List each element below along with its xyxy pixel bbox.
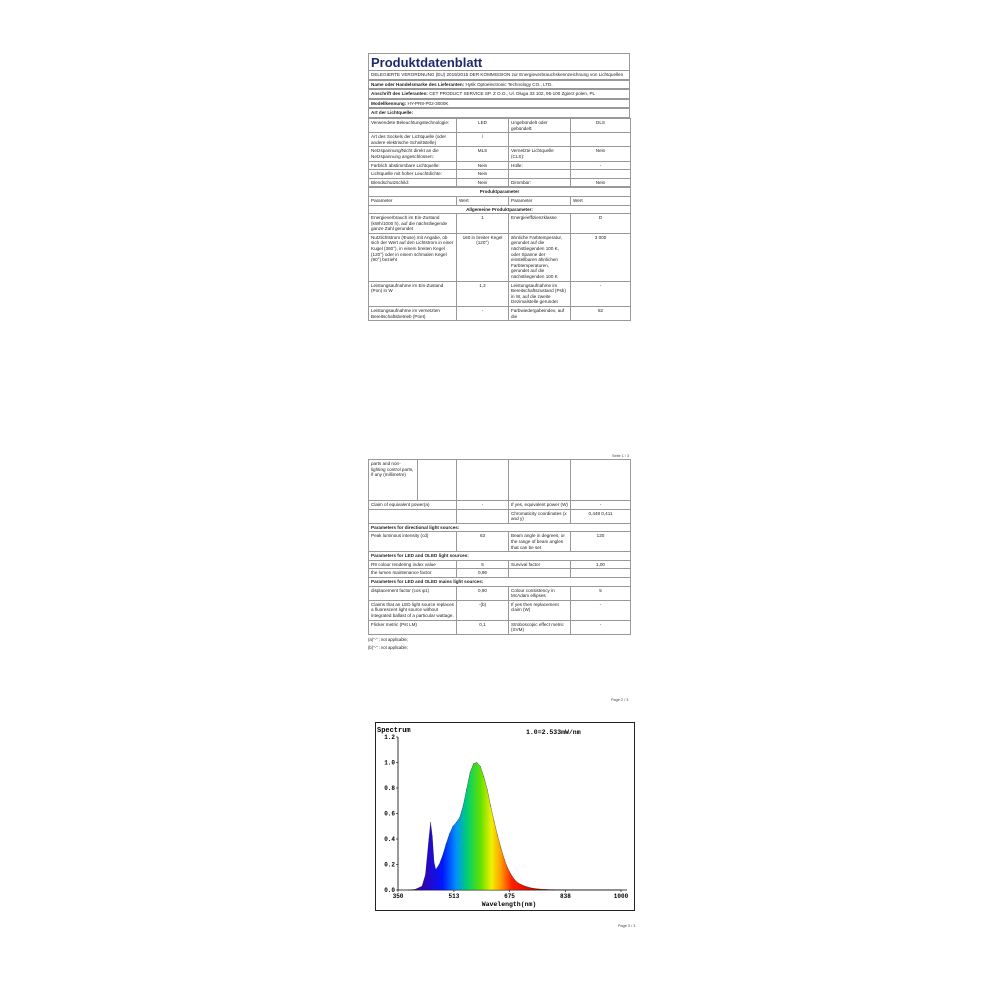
datasheet-page-2 bbox=[368, 459, 630, 651]
type-cell bbox=[571, 133, 631, 147]
spectrum-point bbox=[473, 763, 474, 764]
mains-header: Parameters for LED and OLED mains light sources: bbox=[369, 577, 631, 586]
led-cell: Survival factor bbox=[509, 560, 571, 569]
chart-title: Spectrum bbox=[377, 727, 411, 735]
type-cell: Lichtquelle mit hoher Leuchtdichte: bbox=[369, 170, 457, 179]
general-cell: Energieverbrauch im Ein-Zustand (kWh/1000 h), auf die nächstliegende ganze Zahl gerundet bbox=[369, 214, 457, 234]
col-value-2: Wert bbox=[571, 196, 631, 205]
mains-cell: -(b) bbox=[457, 600, 509, 620]
mains-cell: 5 bbox=[571, 586, 631, 600]
directional-cell: 120 bbox=[571, 532, 631, 552]
type-cell: Nein bbox=[457, 161, 509, 170]
spectrum-point bbox=[518, 883, 519, 884]
supplier-label: Name oder Handelsmarke des Lieferanten: bbox=[371, 81, 465, 87]
mains-cell: Stroboscopic effect metric (SVM) bbox=[509, 620, 571, 634]
general-cell: Leistungsaufnahme im vernetzten Bereitschaftsbetrieb (Pnet) bbox=[369, 307, 457, 321]
spectrum-point bbox=[511, 874, 512, 875]
general-cell: - bbox=[457, 307, 509, 321]
spectrum-point bbox=[446, 844, 447, 845]
spectrum-point bbox=[480, 766, 481, 767]
directional-header: Parameters for directional light sources: bbox=[369, 523, 631, 532]
spectrum-point bbox=[487, 789, 488, 790]
general-cell: D bbox=[571, 214, 631, 234]
spectrum-point bbox=[531, 888, 532, 889]
mains-cell: 0,90 bbox=[457, 586, 509, 600]
spectrum-point bbox=[434, 862, 435, 863]
directional-cell: 63 bbox=[457, 532, 509, 552]
col-param-2: Parameter bbox=[509, 196, 571, 205]
led-cell: 0,96 bbox=[457, 569, 509, 578]
model-label: Modellkennung: bbox=[371, 100, 407, 106]
supplier-row bbox=[368, 80, 630, 90]
model-row bbox=[368, 99, 630, 109]
general-cell: 1,2 bbox=[457, 281, 509, 306]
type-cell: Netzspannung/Nicht direkt an die Netzspannung angeschlossen: bbox=[369, 147, 457, 161]
general-cell: Nutzlichtstrom (Φuse) mit Angabe, ob sich der Wert auf den Lichtstrom in einer Kugel (360°), in einem breiten Kegel (120°) oder in einem schmalen Kegel (90°) bezieht bbox=[369, 233, 457, 281]
type-row bbox=[369, 133, 631, 147]
spectrum-point bbox=[504, 859, 505, 860]
footnote-b: (b)"-" : not applicable; bbox=[368, 644, 408, 650]
type-cell: Farblich abstimmbare Lichtquelle: bbox=[369, 161, 457, 170]
type-cell: Ungebündelt oder gebündelt: bbox=[509, 118, 571, 132]
address-value: CET PRODUCT SERVICE SP. Z O.O., Ul. Długa 33 102, 95-100 Zgierz polen, PL bbox=[429, 91, 596, 97]
y-tick-label: 1.0 bbox=[384, 759, 395, 767]
directional-cell: Beam angle in degrees, or the range of beam angles that can be set bbox=[509, 532, 571, 552]
mains-cell: Claims that an LED light source replaces a fluorescent light source without integrated ballast of a particular wattage. bbox=[369, 600, 457, 620]
y-tick-label: 0.0 bbox=[384, 887, 395, 895]
led-cell: 5 bbox=[457, 560, 509, 569]
product-datasheet bbox=[368, 53, 630, 321]
type-row bbox=[369, 147, 631, 161]
mains-row bbox=[369, 620, 631, 634]
cont-cell: - bbox=[457, 501, 509, 510]
address-label: Anschrift des Lieferanten: bbox=[371, 91, 428, 97]
type-cell: Nein bbox=[457, 170, 509, 179]
spectrum-point bbox=[439, 864, 440, 865]
type-row bbox=[369, 170, 631, 179]
cont-row bbox=[369, 501, 631, 510]
spectrum-point bbox=[430, 822, 431, 823]
general-cell: 160 in breiter Kegel (120°) bbox=[457, 233, 509, 281]
x-tick-label: 675 bbox=[504, 893, 515, 900]
type-cell bbox=[509, 170, 571, 179]
cont-cell: Chromaticity coordinates (x and y) bbox=[509, 509, 571, 523]
mains-cell: 0,1 bbox=[457, 620, 509, 634]
x-axis-label: Wavelength(nm) bbox=[481, 901, 537, 908]
mains-cell: - bbox=[571, 600, 631, 620]
type-row bbox=[369, 118, 631, 132]
type-cell: Nein bbox=[571, 147, 631, 161]
general-row bbox=[369, 214, 631, 234]
directional-row bbox=[369, 532, 631, 552]
params-table bbox=[368, 187, 631, 321]
mains-cell: If yes then replacement claim (W) bbox=[509, 600, 571, 620]
type-cell: Hülle: bbox=[509, 161, 571, 170]
general-cell: 1 bbox=[457, 214, 509, 234]
spectrum-point bbox=[483, 776, 484, 777]
type-cell: Nein bbox=[457, 178, 509, 187]
general-cell: 3 000 bbox=[571, 233, 631, 281]
cont-cell: If yes, equivalent power (W) bbox=[509, 501, 571, 510]
led-cell bbox=[509, 569, 571, 578]
mains-row bbox=[369, 600, 631, 620]
type-cell: / bbox=[457, 133, 509, 147]
spectrum-point bbox=[459, 817, 460, 818]
cont-cell: 0,448 0,411 bbox=[571, 509, 631, 523]
cont-cell bbox=[369, 509, 457, 523]
spectrum-point bbox=[470, 772, 471, 773]
y-tick-label: 0.4 bbox=[384, 836, 395, 844]
type-cell: Vernetzte Lichtquelle (CLS): bbox=[509, 147, 571, 161]
spectrum-point bbox=[435, 869, 436, 870]
spectrum-point bbox=[538, 889, 539, 890]
type-cell: DLS bbox=[571, 118, 631, 132]
spectrum-point bbox=[425, 874, 426, 875]
spectrum-point bbox=[466, 789, 467, 790]
page-number-3: Page 3 / 3 bbox=[618, 924, 636, 928]
general-row bbox=[369, 233, 631, 281]
params-header: Produktparameter bbox=[369, 188, 631, 197]
general-cell: Leistungsaufnahme im Bereitschaftszustand (Psb) in W, auf die zweite Dezimalstelle gerundet bbox=[509, 281, 571, 306]
supplier-value: Hytik Optoelectronic Technology CO., LTD. bbox=[465, 81, 553, 87]
cont-cell: - bbox=[571, 501, 631, 510]
spectrum-point bbox=[415, 889, 416, 890]
x-tick-label: 350 bbox=[392, 893, 404, 900]
led-cell: 1,00 bbox=[571, 560, 631, 569]
cont-cell: Claim of equivalent power(a) bbox=[369, 501, 457, 510]
spectrum-point bbox=[552, 889, 553, 890]
spectrum-point bbox=[422, 886, 423, 887]
type-cell: Nein bbox=[571, 178, 631, 187]
col-param: Parameter bbox=[369, 196, 457, 205]
general-cell: ähnliche Farbtemperatur, gerundet auf die nächstliegenden 100 K, oder Spanne der einstellbaren ähnlichen Farbtemperaturen, gerundet auf die nächstliegenden 100 K bbox=[509, 233, 571, 281]
type-row bbox=[369, 161, 631, 170]
spectrum-chart bbox=[375, 722, 635, 911]
spectrum-point bbox=[456, 822, 457, 823]
model-value: HY-PR8-P02-3000K bbox=[407, 100, 449, 106]
general-row bbox=[369, 281, 631, 306]
regulation-text: DELEGIERTE VERORDNUNG (EU) 2019/2015 DER KOMMISSION zur Energieverbrauchskennzeichnung von Lichtquellen bbox=[368, 70, 630, 80]
x-tick-label: 513 bbox=[448, 893, 460, 900]
general-row bbox=[369, 307, 631, 321]
spectrum-point bbox=[501, 848, 502, 849]
led-header: Parameters for LED and OLED light sources: bbox=[369, 552, 631, 561]
mains-cell: - bbox=[571, 620, 631, 634]
x-tick-label: 838 bbox=[560, 893, 571, 900]
spectrum-svg bbox=[376, 723, 634, 910]
y-tick-label: 0.8 bbox=[384, 785, 395, 793]
type-row bbox=[369, 178, 631, 187]
chart-annotation: 1.0=2.533mW/nm bbox=[526, 729, 581, 736]
general-cell: Leistungsaufnahme im Ein-Zustand (Pon) in W bbox=[369, 281, 457, 306]
continuation-table bbox=[368, 459, 631, 635]
footnote-a: (a)"-" : not applicable; bbox=[368, 636, 408, 642]
mains-row bbox=[369, 586, 631, 600]
page-number-1: Seite 1 / 3 bbox=[612, 454, 630, 458]
spectrum-point bbox=[408, 890, 409, 891]
spectrum-point bbox=[621, 889, 622, 890]
type-cell bbox=[571, 170, 631, 179]
directional-cell: Peak luminous intensity (cd) bbox=[369, 532, 457, 552]
general-cell: - bbox=[571, 281, 631, 306]
mains-cell: Colour consistency in McAdam ellipses bbox=[509, 586, 571, 600]
y-tick-label: 0.2 bbox=[384, 861, 395, 869]
spectrum-point bbox=[453, 826, 454, 827]
type-cell: Dimmbar: bbox=[509, 178, 571, 187]
spectrum-point bbox=[477, 762, 478, 763]
type-cell: Art des Sockels der Lichtquelle (oder andere elektrische Schnittstelle) bbox=[369, 133, 457, 147]
y-tick-label: 0.6 bbox=[384, 810, 395, 818]
page-title: Produktdatenblatt bbox=[368, 53, 630, 70]
general-cell: 82 bbox=[571, 307, 631, 321]
led-cell: R9 colour rendering index value bbox=[369, 560, 457, 569]
spectrum-point bbox=[429, 839, 430, 840]
type-cell: MLS bbox=[457, 147, 509, 161]
page-number-2: Page 2 / 3 bbox=[611, 698, 629, 702]
spectrum-area bbox=[408, 763, 621, 891]
type-cell: Blendschutzschild: bbox=[369, 178, 457, 187]
type-header: Art der Lichtquelle: bbox=[368, 108, 630, 118]
spectrum-point bbox=[569, 889, 570, 890]
spectrum-point bbox=[545, 889, 546, 890]
general-cell: Energieeffizienzklasse bbox=[509, 214, 571, 234]
col-value: Wert bbox=[457, 196, 509, 205]
led-cell: the lumen maintenance factor bbox=[369, 569, 457, 578]
led-row bbox=[369, 569, 631, 578]
address-row bbox=[368, 89, 630, 99]
spectrum-point bbox=[525, 886, 526, 887]
spectrum-point bbox=[494, 821, 495, 822]
type-cell: - bbox=[571, 161, 631, 170]
general-header: Allgemeine Produktparameter: bbox=[369, 205, 631, 214]
mains-cell: displacement factor (cos φ1) bbox=[369, 586, 457, 600]
type-cell bbox=[509, 133, 571, 147]
spectrum-point bbox=[490, 806, 491, 807]
spectrum-point bbox=[442, 855, 443, 856]
spectrum-point bbox=[514, 879, 515, 880]
general-cell: Farbwiedergabeindex, auf die bbox=[509, 307, 571, 321]
type-cell: Verwendete Beleuchtungstechnologie: bbox=[369, 118, 457, 132]
spectrum-point bbox=[507, 868, 508, 869]
x-tick-label: 1000 bbox=[613, 893, 629, 900]
spectrum-point bbox=[497, 835, 498, 836]
type-cell: LED bbox=[457, 118, 509, 132]
continuation-text: parts and non-lighting control parts, if any (millimetre) bbox=[369, 460, 418, 500]
mains-cell: Flicker metric (Pst LM) bbox=[369, 620, 457, 634]
cont-cell bbox=[457, 509, 509, 523]
spectrum-point bbox=[463, 806, 464, 807]
y-tick-label: 1.2 bbox=[384, 734, 395, 742]
led-cell bbox=[571, 569, 631, 578]
cont-row bbox=[369, 509, 631, 523]
spectrum-point bbox=[432, 836, 433, 837]
spectrum-point bbox=[449, 834, 450, 835]
led-row bbox=[369, 560, 631, 569]
type-table bbox=[368, 118, 631, 187]
